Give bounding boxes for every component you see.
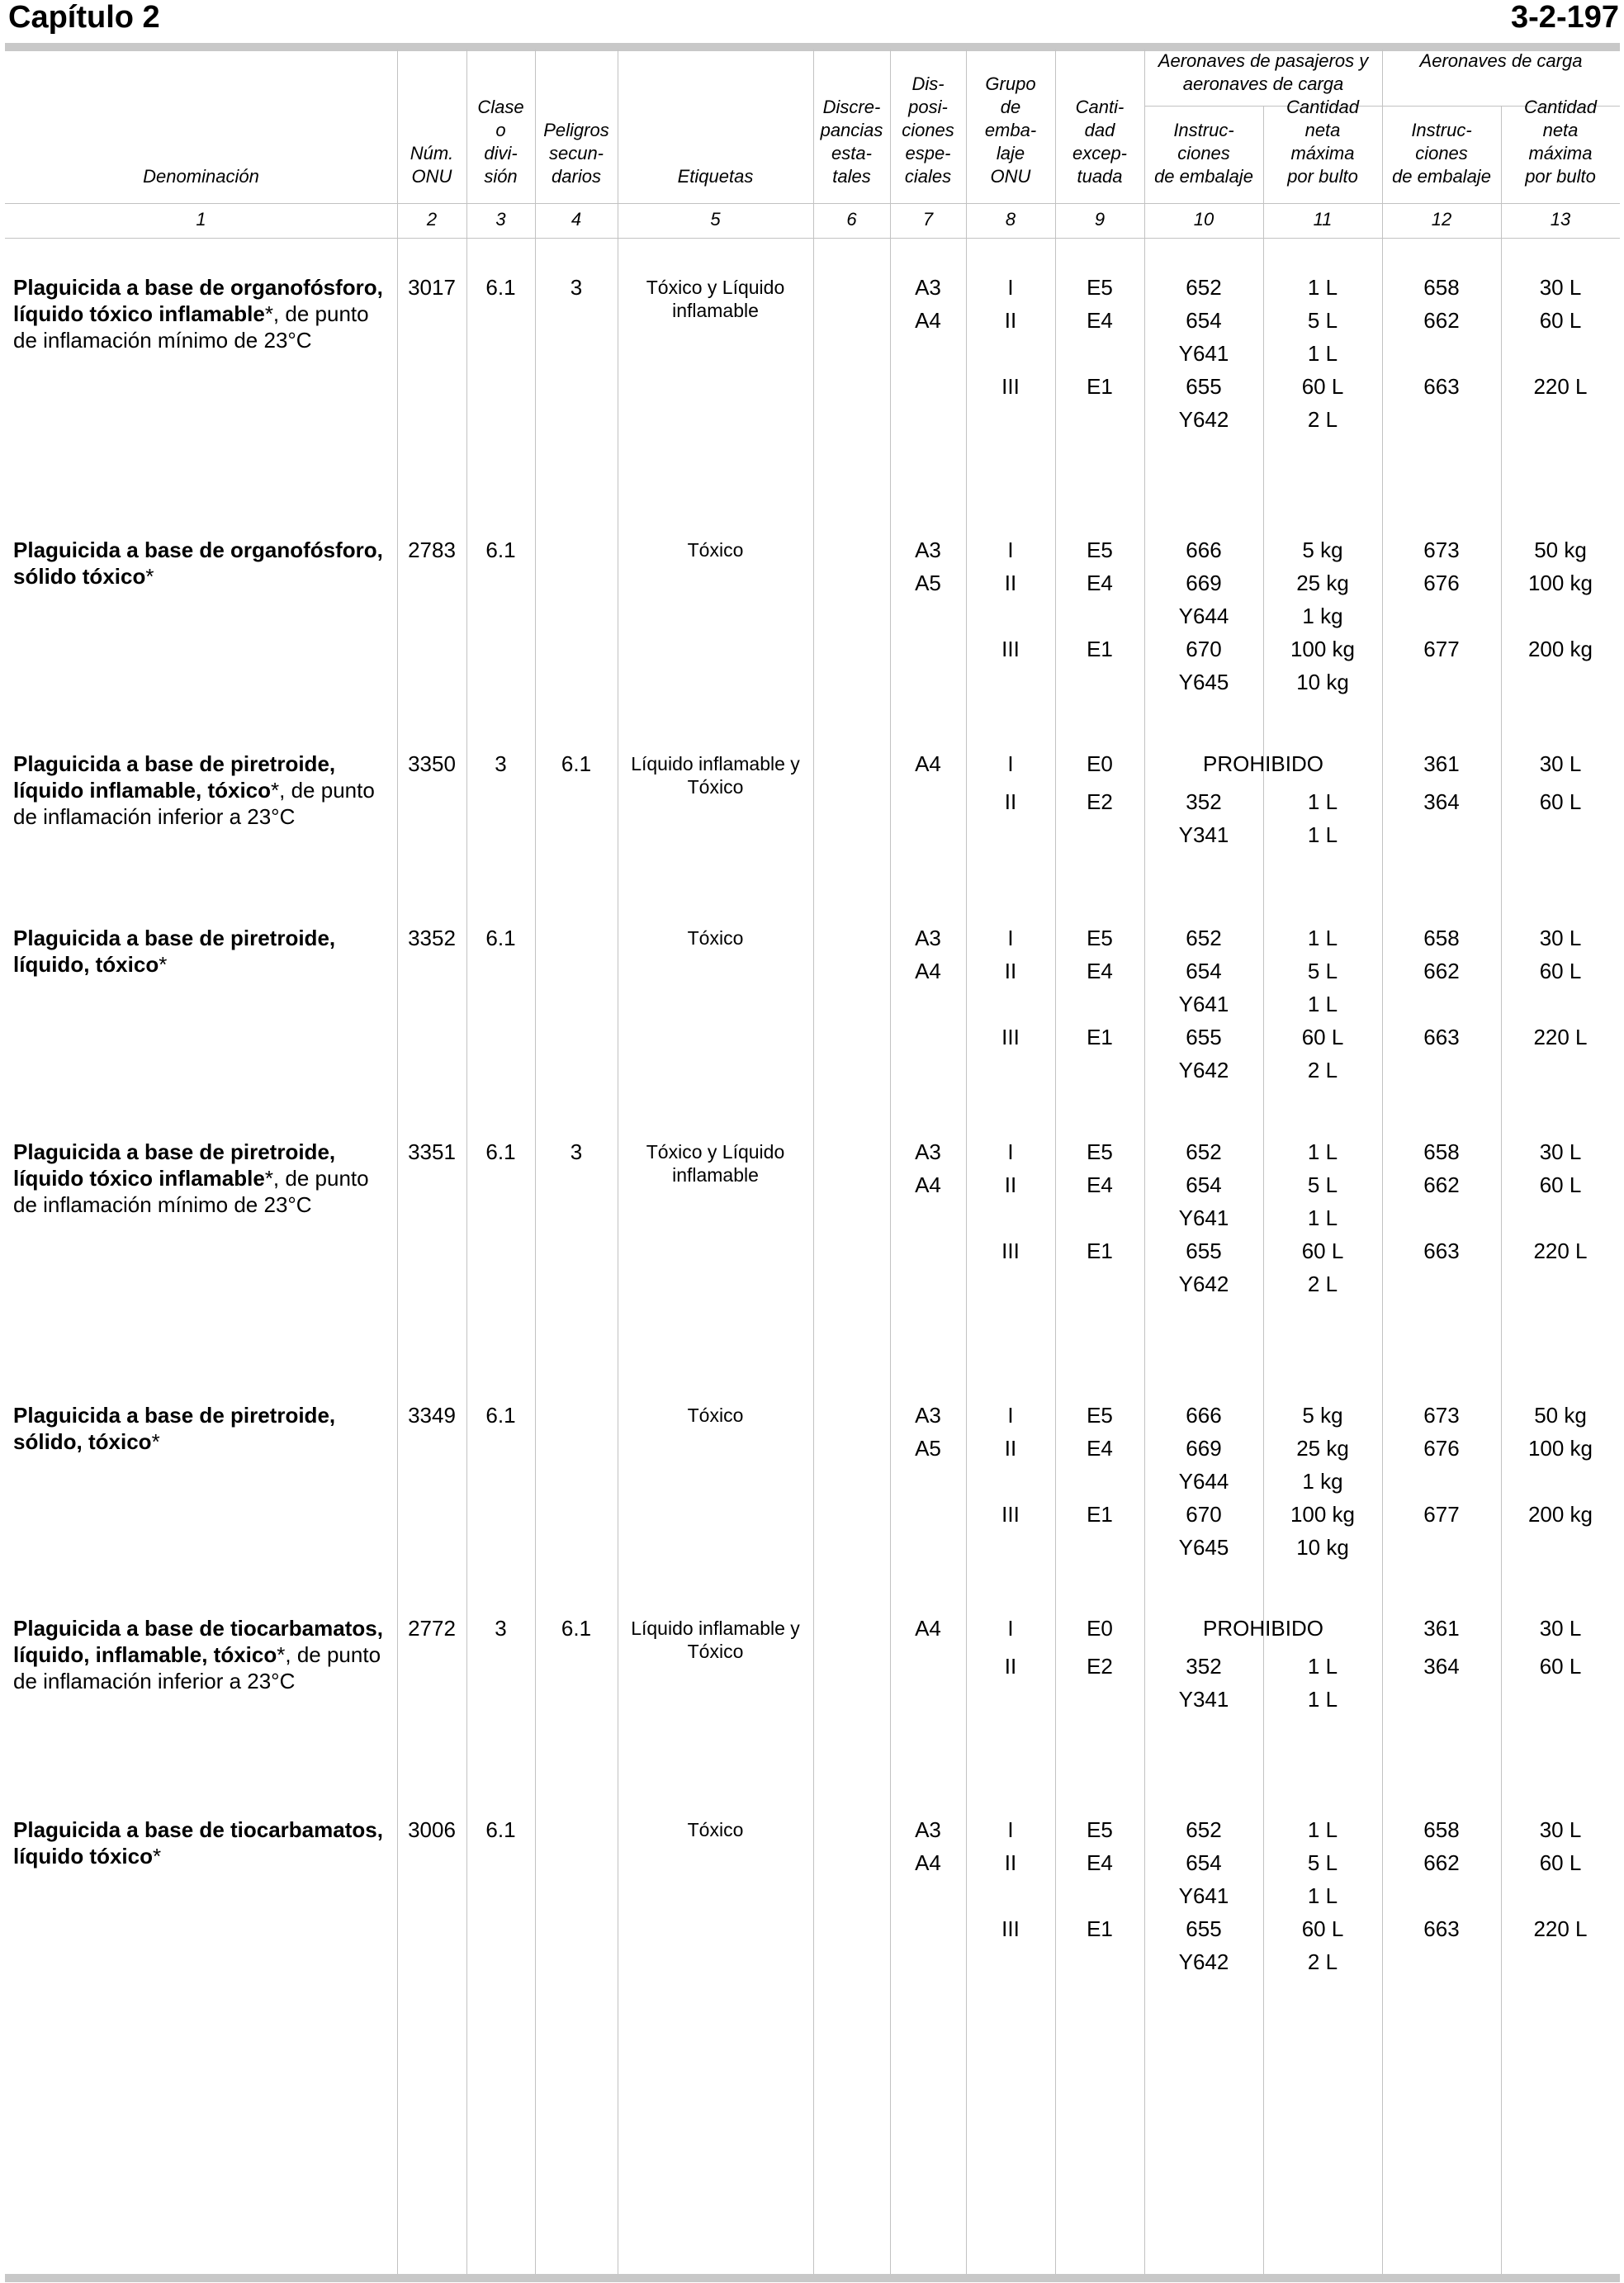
cargo-max-quantity: 60 L [1539, 959, 1582, 983]
packing-group: I [1007, 538, 1014, 562]
special-provision: A4 [915, 1616, 941, 1641]
column-number-3: 3 [495, 209, 506, 230]
hazard-labels: Tóxico [687, 539, 744, 561]
pax-max-quantity: 5 L [1307, 1172, 1338, 1197]
pax-packing-instruction: Y641 [1178, 1883, 1229, 1908]
cargo-packing-instruction: 658 [1423, 926, 1460, 950]
cargo-packing-instruction: 658 [1423, 1817, 1460, 1842]
pax-packing-instruction: 655 [1186, 1239, 1222, 1263]
special-provision: A3 [915, 1403, 941, 1428]
packing-group: II [1004, 789, 1017, 814]
pax-packing-instruction: Y642 [1178, 1949, 1229, 1974]
class-division: 6.1 [485, 1139, 516, 1164]
bottom-rule [5, 2274, 1620, 2282]
excepted-quantity: E4 [1087, 571, 1113, 595]
cargo-packing-instruction: 663 [1423, 1239, 1460, 1263]
column-header-6: Discre- pancias esta- tales [820, 97, 883, 187]
cargo-packing-instruction: 658 [1423, 1139, 1460, 1164]
pax-max-quantity: 5 L [1307, 308, 1338, 333]
name-bold: Plaguicida a base de piretroide, sólido, tóxico [13, 1403, 336, 1454]
name-bold: Plaguicida a base de piretroide, líquido, tóxico [13, 926, 336, 977]
pax-packing-instruction: 669 [1186, 1436, 1222, 1461]
pax-packing-instruction: 666 [1186, 538, 1222, 562]
pax-packing-instruction: 652 [1186, 275, 1222, 300]
column-header-13: Cantidad neta máxima por bulto [1523, 97, 1598, 187]
pax-max-quantity: 10 kg [1296, 1535, 1349, 1560]
column-header-7: Dis- posi- ciones espe- ciales [902, 73, 954, 187]
name-bold: Plaguicida a base de organofósforo, sólido tóxico [13, 538, 383, 589]
cargo-packing-instruction: 658 [1423, 275, 1460, 300]
excepted-quantity: E1 [1087, 1502, 1113, 1527]
pax-packing-instruction: 666 [1186, 1403, 1222, 1428]
packing-group: I [1007, 1403, 1014, 1428]
subsidiary-hazard: 6.1 [561, 751, 592, 776]
column-header-1: Denominación [143, 166, 259, 187]
special-provision: A4 [915, 1850, 941, 1875]
proper-shipping-name [13, 1139, 393, 1218]
cargo-max-quantity: 30 L [1539, 1139, 1582, 1164]
column-number-5: 5 [710, 209, 721, 230]
pax-max-quantity: 1 L [1307, 1687, 1338, 1712]
pax-packing-instruction: 654 [1186, 1850, 1222, 1875]
special-provision: A4 [915, 1172, 941, 1197]
pax-max-quantity: 1 L [1307, 1139, 1338, 1164]
cargo-packing-instruction: 662 [1423, 308, 1460, 333]
cargo-packing-instruction: 662 [1423, 1850, 1460, 1875]
column-number-13: 13 [1550, 209, 1571, 230]
cargo-max-quantity: 30 L [1539, 926, 1582, 950]
subsidiary-hazard: 6.1 [561, 1616, 592, 1641]
pax-packing-instruction: Y641 [1178, 1205, 1229, 1230]
proper-shipping-name [13, 751, 393, 830]
column-number-4: 4 [571, 209, 582, 230]
pax-packing-instruction: 654 [1186, 959, 1222, 983]
pax-max-quantity: 1 L [1307, 789, 1338, 814]
hazard-labels: Tóxico [687, 927, 744, 949]
hazard-labels: Tóxico y Líquido inflamable [646, 1141, 785, 1186]
pax-max-quantity: 1 L [1307, 1817, 1338, 1842]
pax-max-quantity: 1 L [1307, 1883, 1338, 1908]
cargo-max-quantity: 30 L [1539, 1817, 1582, 1842]
cargo-max-quantity: 30 L [1539, 1616, 1582, 1641]
packing-group: III [1001, 1916, 1020, 1941]
column-number-10: 10 [1193, 209, 1214, 230]
excepted-quantity: E4 [1087, 1850, 1113, 1875]
pax-packing-instruction: Y341 [1178, 1687, 1229, 1712]
name-rest: *, de punto de inflamación inferior a 23°C [13, 1642, 381, 1693]
pax-max-quantity: 60 L [1301, 374, 1344, 399]
pax-packing-instruction: 655 [1186, 1025, 1222, 1049]
column-header-4: Peligros secun- darios [543, 120, 609, 187]
column-header-2: Núm. ONU [410, 143, 454, 187]
hazard-labels: Líquido inflamable y Tóxico [631, 1618, 800, 1662]
class-division: 6.1 [485, 275, 516, 300]
un-number: 3349 [408, 1403, 456, 1428]
special-provision: A3 [915, 275, 941, 300]
pax-packing-instruction: 352 [1186, 1654, 1222, 1679]
pax-max-quantity: 10 kg [1296, 670, 1349, 694]
proper-shipping-name [13, 925, 393, 978]
pax-max-quantity: 25 kg [1296, 1436, 1349, 1461]
name-rest: * [145, 564, 154, 589]
pax-max-quantity: 25 kg [1296, 571, 1349, 595]
pax-max-quantity: 5 kg [1302, 1403, 1343, 1428]
packing-group: II [1004, 1172, 1017, 1197]
cargo-packing-instruction: 663 [1423, 1025, 1460, 1049]
cargo-packing-instruction: 662 [1423, 959, 1460, 983]
excepted-quantity: E1 [1087, 1239, 1113, 1263]
pax-packing-instruction: 654 [1186, 308, 1222, 333]
excepted-quantity: E4 [1087, 1172, 1113, 1197]
packing-group: I [1007, 275, 1014, 300]
un-number: 3017 [408, 275, 456, 300]
pax-max-quantity: 60 L [1301, 1025, 1344, 1049]
cargo-max-quantity: 30 L [1539, 751, 1582, 776]
pax-packing-instruction: 655 [1186, 1916, 1222, 1941]
name-rest: *, de punto de inflamación mínimo de 23°C [13, 301, 369, 353]
special-provision: A3 [915, 926, 941, 950]
packing-group: II [1004, 1436, 1017, 1461]
pax-max-quantity: 100 kg [1290, 637, 1356, 661]
cargo-packing-instruction: 662 [1423, 1172, 1460, 1197]
name-bold: Plaguicida a base de tiocarbamatos, líquido tóxico [13, 1817, 383, 1869]
column-header-10: Instruc- ciones de embalaje [1154, 120, 1253, 187]
column-header-12: Instruc- ciones de embalaje [1392, 120, 1491, 187]
hazard-labels: Líquido inflamable y Tóxico [631, 753, 800, 798]
pax-max-quantity: 1 L [1307, 341, 1338, 366]
packing-group: I [1007, 1616, 1014, 1641]
name-rest: * [159, 952, 168, 977]
hazard-labels: Tóxico y Líquido inflamable [646, 277, 785, 321]
name-bold: Plaguicida a base de piretroide, líquido inflamable, tóxico [13, 751, 336, 803]
excepted-quantity: E4 [1087, 308, 1113, 333]
cargo-max-quantity: 220 L [1533, 1239, 1588, 1263]
special-provision: A3 [915, 1817, 941, 1842]
header-divider [5, 203, 1620, 204]
packing-group: II [1004, 571, 1017, 595]
excepted-quantity: E5 [1087, 1139, 1113, 1164]
excepted-quantity: E5 [1087, 926, 1113, 950]
packing-group: II [1004, 308, 1017, 333]
cargo-max-quantity: 50 kg [1534, 1403, 1587, 1428]
cargo-packing-instruction: 676 [1423, 571, 1460, 595]
proper-shipping-name [13, 537, 393, 590]
pax-max-quantity: 1 L [1307, 1654, 1338, 1679]
cargo-packing-instruction: 361 [1423, 1616, 1460, 1641]
excepted-quantity: E1 [1087, 1916, 1113, 1941]
excepted-quantity: E1 [1087, 374, 1113, 399]
un-number: 2783 [408, 538, 456, 562]
pax-packing-instruction: Y641 [1178, 992, 1229, 1016]
column-number-2: 2 [426, 209, 438, 230]
cargo-packing-instruction: 663 [1423, 1916, 1460, 1941]
pax-packing-instruction: 669 [1186, 571, 1222, 595]
proper-shipping-name [13, 274, 393, 353]
pax-packing-instruction: 652 [1186, 1139, 1222, 1164]
cargo-max-quantity: 220 L [1533, 1916, 1588, 1941]
hazard-labels: Tóxico [687, 1819, 744, 1840]
excepted-quantity: E4 [1087, 959, 1113, 983]
column-number-1: 1 [196, 209, 206, 230]
column-header-11: Cantidad neta máxima por bulto [1285, 97, 1360, 187]
pax-packing-instruction: 654 [1186, 1172, 1222, 1197]
un-number: 3351 [408, 1139, 456, 1164]
cargo-max-quantity: 200 kg [1527, 637, 1593, 661]
subsidiary-hazard: 3 [570, 1139, 583, 1164]
special-provision: A5 [915, 571, 941, 595]
excepted-quantity: E4 [1087, 1436, 1113, 1461]
class-division: 3 [495, 751, 507, 776]
excepted-quantity: E5 [1087, 1403, 1113, 1428]
pax-max-quantity: 1 L [1307, 992, 1338, 1016]
pax-packing-instruction: 670 [1186, 1502, 1222, 1527]
pax-max-quantity: 5 L [1307, 959, 1338, 983]
cargo-max-quantity: 60 L [1539, 308, 1582, 333]
pax-max-quantity: 60 L [1301, 1916, 1344, 1941]
column-header-3: Clase o divi- sión [477, 97, 524, 187]
pax-max-quantity: 100 kg [1290, 1502, 1356, 1527]
packing-group: II [1004, 1850, 1017, 1875]
pax-max-quantity: 1 L [1307, 1205, 1338, 1230]
prohibited-label: PROHIBIDO [1203, 1616, 1323, 1641]
excepted-quantity: E1 [1087, 1025, 1113, 1049]
special-provision: A4 [915, 308, 941, 333]
pax-packing-instruction: Y642 [1178, 1272, 1229, 1296]
pax-packing-instruction: Y645 [1178, 1535, 1229, 1560]
proper-shipping-name [13, 1816, 393, 1869]
column-header-8: Grupo de emba- laje ONU [984, 73, 1037, 187]
pax-packing-instruction: Y642 [1178, 1058, 1229, 1082]
excepted-quantity: E5 [1087, 275, 1113, 300]
excepted-quantity: E5 [1087, 1817, 1113, 1842]
column-number-6: 6 [846, 209, 857, 230]
special-provision: A3 [915, 1139, 941, 1164]
cargo-max-quantity: 30 L [1539, 275, 1582, 300]
special-provision: A4 [915, 751, 941, 776]
pax-packing-instruction: Y641 [1178, 341, 1229, 366]
packing-group: II [1004, 959, 1017, 983]
page-number: 3-2-197 [1511, 0, 1619, 35]
cargo-max-quantity: 60 L [1539, 789, 1582, 814]
cargo-packing-instruction: 677 [1423, 1502, 1460, 1527]
chapter-title: Capítulo 2 [8, 0, 160, 35]
cargo-max-quantity: 220 L [1533, 1025, 1588, 1049]
excepted-quantity: E1 [1087, 637, 1113, 661]
pax-max-quantity: 60 L [1301, 1239, 1344, 1263]
class-division: 6.1 [485, 1403, 516, 1428]
cargo-packing-instruction: 364 [1423, 1654, 1460, 1679]
cargo-max-quantity: 60 L [1539, 1850, 1582, 1875]
column-number-11: 11 [1313, 209, 1333, 230]
pax-packing-instruction: Y644 [1178, 1469, 1229, 1494]
pax-max-quantity: 2 L [1307, 1949, 1338, 1974]
pax-packing-instruction: Y644 [1178, 604, 1229, 628]
pax-packing-instruction: 652 [1186, 1817, 1222, 1842]
excepted-quantity: E0 [1087, 1616, 1113, 1641]
cargo-max-quantity: 100 kg [1527, 1436, 1593, 1461]
un-number: 3350 [408, 751, 456, 776]
pax-max-quantity: 5 kg [1302, 538, 1343, 562]
packing-group: III [1001, 1025, 1020, 1049]
pax-packing-instruction: 670 [1186, 637, 1222, 661]
cargo-max-quantity: 60 L [1539, 1172, 1582, 1197]
class-division: 6.1 [485, 1817, 516, 1842]
un-number: 2772 [408, 1616, 456, 1641]
cargo-max-quantity: 60 L [1539, 1654, 1582, 1679]
cargo-packing-instruction: 677 [1423, 637, 1460, 661]
special-provision: A3 [915, 538, 941, 562]
excepted-quantity: E0 [1087, 751, 1113, 776]
cargo-max-quantity: 50 kg [1534, 538, 1587, 562]
pax-packing-instruction: 352 [1186, 789, 1222, 814]
pax-max-quantity: 1 kg [1302, 604, 1343, 628]
name-rest: *, de punto de inflamación mínimo de 23°C [13, 1166, 369, 1217]
cargo-max-quantity: 200 kg [1527, 1502, 1593, 1527]
class-division: 3 [495, 1616, 507, 1641]
cargo-packing-instruction: 676 [1423, 1436, 1460, 1461]
pax-packing-instruction: Y642 [1178, 407, 1229, 432]
packing-group: III [1001, 1239, 1020, 1263]
column-number-7: 7 [922, 209, 934, 230]
proper-shipping-name [13, 1615, 393, 1694]
packing-group: I [1007, 751, 1014, 776]
name-rest: * [153, 1844, 162, 1869]
packing-group: I [1007, 1139, 1014, 1164]
pax-packing-instruction: Y645 [1178, 670, 1229, 694]
special-provision: A4 [915, 959, 941, 983]
subsidiary-hazard: 3 [570, 275, 583, 300]
excepted-quantity: E5 [1087, 538, 1113, 562]
pax-max-quantity: 5 L [1307, 1850, 1338, 1875]
excepted-quantity: E2 [1087, 1654, 1113, 1679]
pax-max-quantity: 2 L [1307, 407, 1338, 432]
un-number: 3352 [408, 926, 456, 950]
cargo-max-quantity: 220 L [1533, 374, 1588, 399]
pax-max-quantity: 1 L [1307, 822, 1338, 847]
cargo-packing-instruction: 663 [1423, 374, 1460, 399]
class-division: 6.1 [485, 538, 516, 562]
packing-group: III [1001, 1502, 1020, 1527]
column-number-9: 9 [1094, 209, 1106, 230]
name-bold: Plaguicida a base de tiocarbamatos, líquido, inflamable, tóxico [13, 1616, 383, 1667]
pax-packing-instruction: Y341 [1178, 822, 1229, 847]
un-number: 3006 [408, 1817, 456, 1842]
column-number-12: 12 [1431, 209, 1452, 230]
pax-max-quantity: 2 L [1307, 1272, 1338, 1296]
cargo-packing-instruction: 673 [1423, 1403, 1460, 1428]
packing-group: III [1001, 374, 1020, 399]
pax-packing-instruction: 652 [1186, 926, 1222, 950]
group-header-passenger: Aeronaves de pasajeros y aeronaves de carga [1158, 50, 1369, 94]
excepted-quantity: E2 [1087, 789, 1113, 814]
packing-group: I [1007, 1817, 1014, 1842]
packing-group: III [1001, 637, 1020, 661]
pax-max-quantity: 1 L [1307, 275, 1338, 300]
packing-group: I [1007, 926, 1014, 950]
pax-packing-instruction: 655 [1186, 374, 1222, 399]
column-header-5: Etiquetas [677, 166, 754, 187]
cargo-packing-instruction: 673 [1423, 538, 1460, 562]
cargo-packing-instruction: 361 [1423, 751, 1460, 776]
column-number-8: 8 [1005, 209, 1016, 230]
name-rest: * [151, 1429, 160, 1454]
group-header-cargo: Aeronaves de carga [1419, 50, 1583, 71]
pax-max-quantity: 2 L [1307, 1058, 1338, 1082]
hazard-labels: Tóxico [687, 1404, 744, 1426]
name-rest: *, de punto de inflamación inferior a 23°C [13, 778, 375, 829]
special-provision: A5 [915, 1436, 941, 1461]
packing-group: II [1004, 1654, 1017, 1679]
pax-max-quantity: 1 kg [1302, 1469, 1343, 1494]
name-bold: Plaguicida a base de organofósforo, líquido tóxico inflamable [13, 275, 383, 326]
prohibited-label: PROHIBIDO [1203, 751, 1323, 776]
pax-max-quantity: 1 L [1307, 926, 1338, 950]
column-number-divider [5, 238, 1620, 239]
class-division: 6.1 [485, 926, 516, 950]
cargo-packing-instruction: 364 [1423, 789, 1460, 814]
col-divider [813, 50, 814, 2274]
name-bold: Plaguicida a base de piretroide, líquido tóxico inflamable [13, 1139, 336, 1191]
proper-shipping-name [13, 1402, 393, 1455]
column-header-9: Canti- dad excep- tuada [1072, 97, 1128, 187]
cargo-max-quantity: 100 kg [1527, 571, 1593, 595]
